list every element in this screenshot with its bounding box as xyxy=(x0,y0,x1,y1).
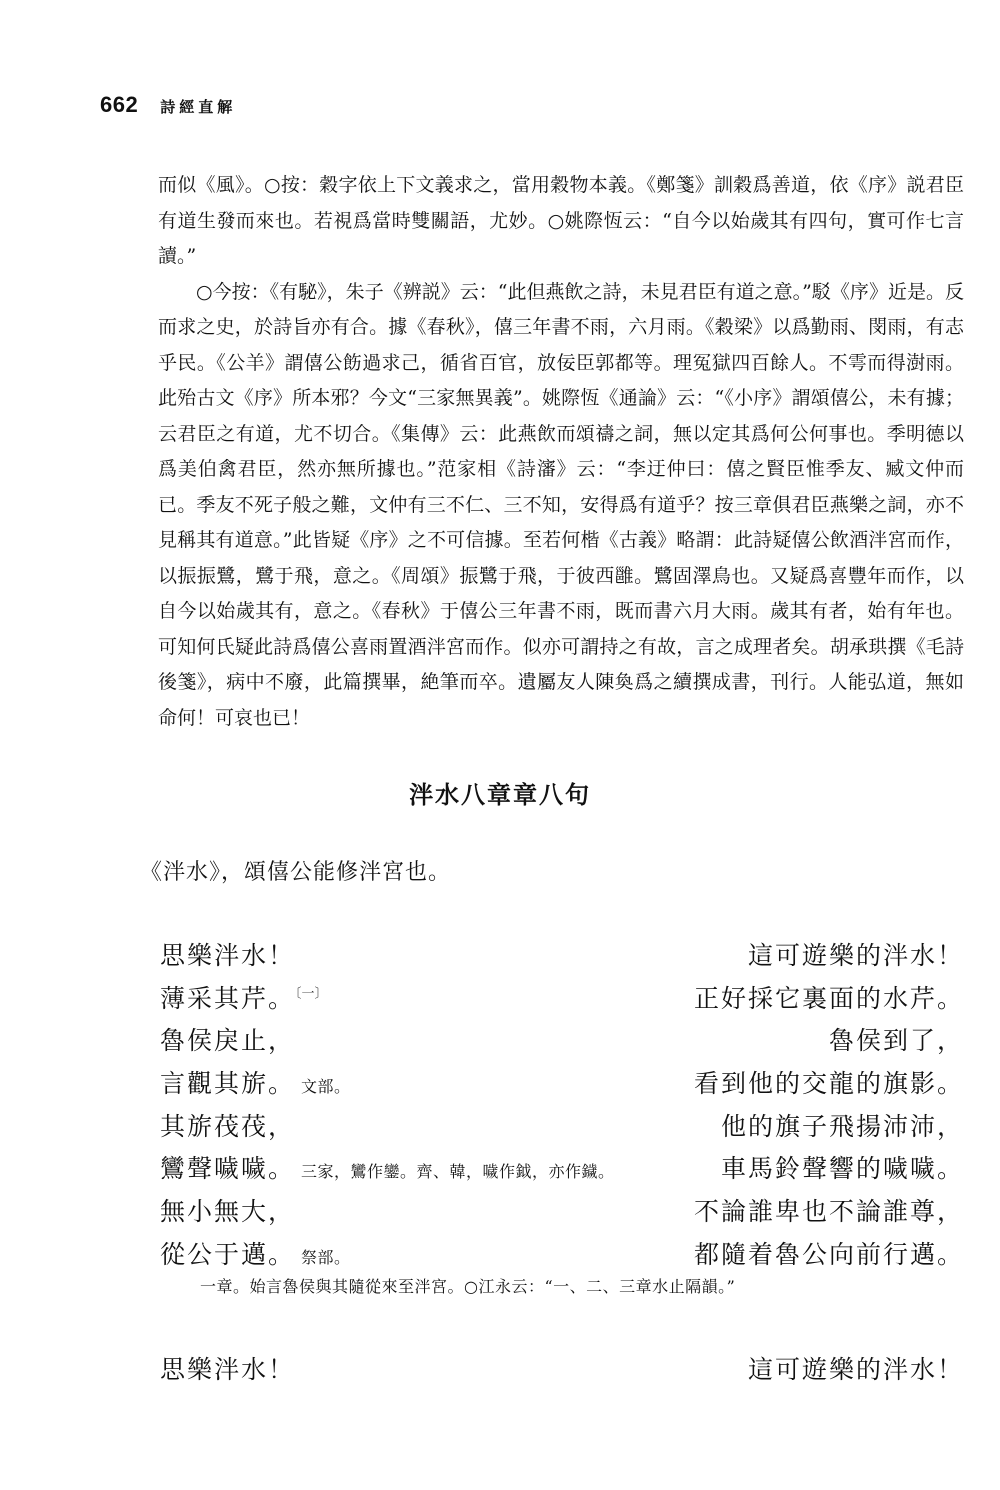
rhyme-note: 文部。 xyxy=(301,1077,351,1097)
poem-line xyxy=(160,1107,964,1150)
translation-line: 這可遊樂的泮水！ xyxy=(747,1355,964,1384)
translation-line: 不論誰卑也不論誰尊， xyxy=(693,1197,964,1227)
variant-note: 三家，鸞作鑾。齊、韓，噦作鉞，亦作鐬。 xyxy=(301,1162,615,1182)
poem-line xyxy=(160,1149,964,1192)
original-line: 鸞聲噦噦。 三家，鸞作鑾。齊、韓，噦作鉞，亦作鐬。 xyxy=(160,1154,615,1184)
translation-line: 看到他的交龍的旗影。 xyxy=(693,1069,964,1099)
commentary-paragraph: ○今按：《有駜》，朱子《辨説》云：“此但燕飲之詩，未見君臣有道之意。”駁《序》近是。反而求之史，於詩旨亦有合。據《春秋》，僖三年書不雨，六月雨。《穀梁》以爲勤雨、閔雨，有志乎民。《公羊》謂僖公飭過求己，循省百官，放佞臣郭都等。理冤獄四百餘人。不雩而得澍雨。此殆古文《序》所本邪？今文“三家無異義”。姚際恆《通論》云：“《小序》謂頌僖公，未有據；云君臣之有道，尤不切合。《集傳》云：此燕飲而頌禱之詞，無以定其爲何公何事也。季明德以爲美伯禽君臣，然亦無所據也。”范家相《詩瀋》云：“李迂仲曰：僖之賢臣惟季友、臧文仲而已。季友不死子般之難，文仲有三不仁、三不知，安得爲有道乎？按三章俱君臣燕樂之詞，亦不見稱其有道意。”此皆疑《序》之不可信據。至若何楷《古義》略謂：此詩疑僖公飲酒泮宮而作，以振振鷺，鷺于飛，意之。《周頌》振鷺于飛，于彼西雝。鷺固澤鳥也。又疑爲喜豐年而作，以自今以始歲其有，意之。《春秋》于僖公三年書不雨，既而書六月大雨。歲其有者，始有年也。可知何氏疑此詩爲僖公喜雨置酒泮宮而作。似亦可謂持之有故，言之成理者矣。胡承珙撰《毛詩後箋》，病中不廢，此篇撰畢，絶筆而卒。遺屬友人陳奐爲之續撰成書，刊行。人能弘道，無如命何！可哀也已！ xyxy=(158,280,964,729)
section-title: 泮水八章章八句 xyxy=(409,781,591,809)
original-line: 魯侯戾止， xyxy=(160,1026,296,1056)
commentary-block xyxy=(158,168,964,736)
original-line: 其旂茷茷， xyxy=(160,1111,296,1141)
poem-line xyxy=(160,936,964,979)
poem-preface: 《泮水》，頌僖公能修泮宮也。 xyxy=(140,860,452,885)
translation-line: 正好採它裏面的水芹。 xyxy=(693,983,964,1013)
book-title: 詩經直解 xyxy=(160,98,237,116)
original-line: 無小無大， xyxy=(160,1197,296,1227)
original-line: 思樂泮水！ xyxy=(160,1355,296,1384)
page-header xyxy=(100,92,236,122)
original-line: 言觀其旂。 文部。 xyxy=(160,1069,351,1099)
poem-line xyxy=(160,1192,964,1235)
page-number: 662 xyxy=(100,92,139,117)
original-line: 薄采其芹。$^{〔一〕}$ xyxy=(160,983,328,1013)
poem-line xyxy=(160,979,964,1022)
rhyme-note: 祭部。 xyxy=(301,1247,351,1267)
translation-line: 他的旗子飛揚沛沛， xyxy=(720,1111,964,1141)
poem-line xyxy=(160,1021,964,1064)
stanza-2 xyxy=(160,1350,964,1393)
translation-line: 魯侯到了， xyxy=(828,1026,964,1056)
original-line: 從公于邁。 祭部。 xyxy=(160,1239,351,1269)
commentary-paragraph: 而似《風》。○按：穀字依上下文義求之，當用穀物本義。《鄭箋》訓穀爲善道，依《序》説君臣有道生發而來也。若視爲當時雙關語，尤妙。○姚際恆云：“自今以始歲其有四句，實可作七言讀。” xyxy=(158,174,964,267)
stanza-1 xyxy=(160,936,964,1278)
poem-line xyxy=(160,1350,964,1393)
poem-line xyxy=(160,1064,964,1107)
footnote-marker: 〔一〕 xyxy=(295,986,328,1002)
poem-line xyxy=(160,1235,964,1278)
translation-line: 都隨着魯公向前行邁。 xyxy=(693,1239,964,1269)
translation-line: 車馬鈴聲響的噦噦。 xyxy=(720,1154,964,1184)
chapter-note: 一章。始言魯侯與其隨從來至泮宮。○江永云：“一、二、三章水止隔韻。” xyxy=(200,1277,736,1296)
original-line: 思樂泮水！ xyxy=(160,941,296,970)
translation-line: 這可遊樂的泮水！ xyxy=(747,941,964,970)
